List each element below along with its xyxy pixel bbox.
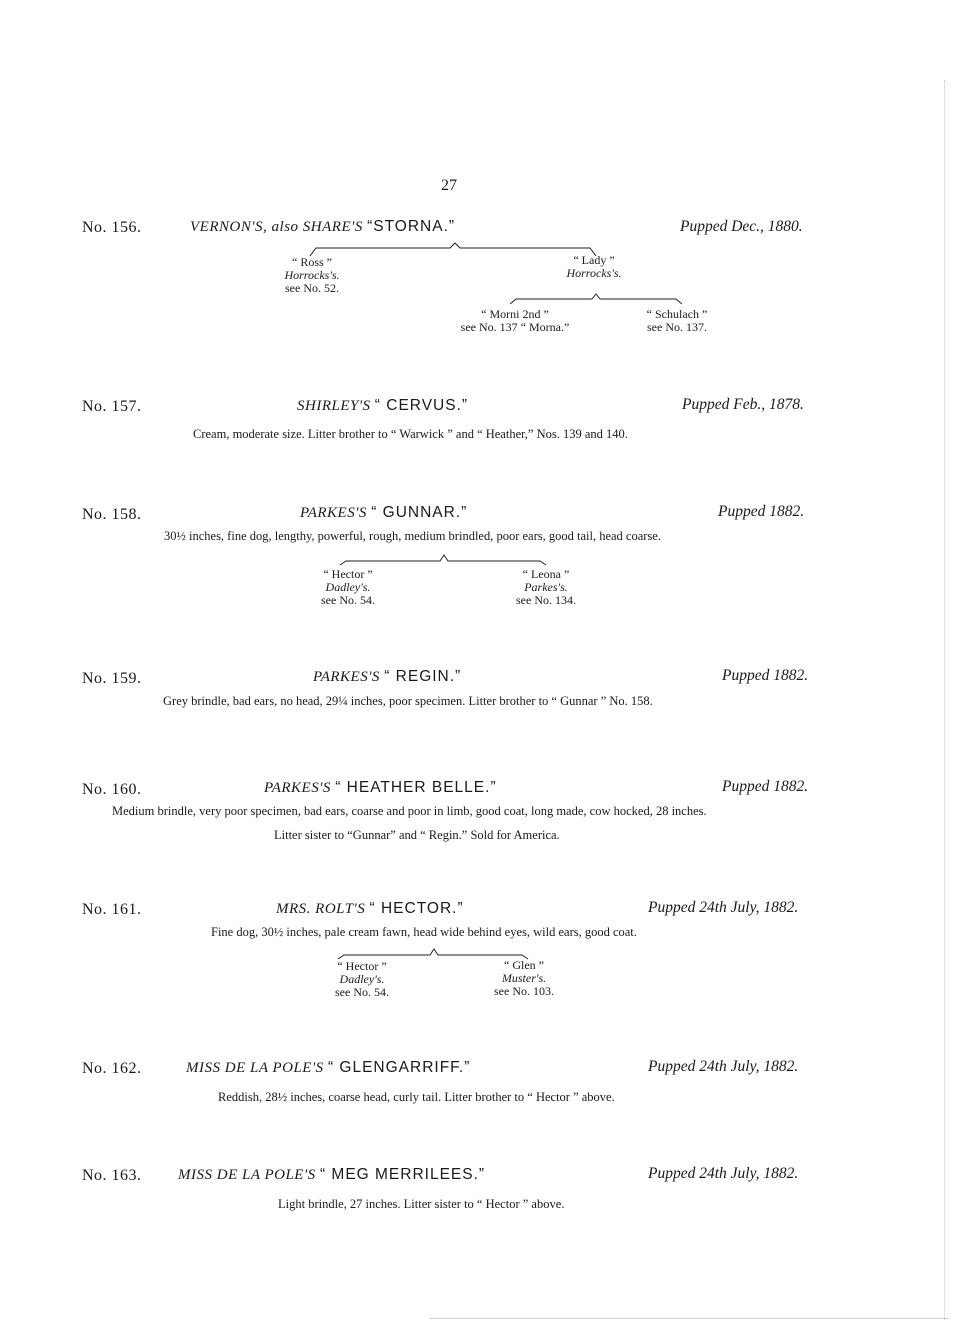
pedigree-dam-sire [440, 308, 590, 334]
description: Fine dog, 30½ inches, pale cream fawn, head wide behind eyes, wild ears, good coat. [211, 925, 637, 939]
sire-kennel: Dadley's. [339, 972, 385, 986]
sire-ref: see No. 54. [335, 985, 389, 999]
page-edge-scan-artifact [944, 80, 959, 1320]
entry-number: No. 163. [82, 1167, 142, 1184]
owner: PARKES'S [313, 669, 380, 685]
entry-owner-name [313, 668, 461, 686]
dog-name: “ GUNNAR.” [371, 504, 468, 521]
description: Cream, moderate size. Litter brother to “ Warwick ” and “ Heather,” Nos. 139 and 140. [193, 427, 628, 441]
pupped-date: Pupped Feb., 1878. [682, 396, 804, 413]
entry-owner-name [300, 504, 467, 522]
description: Grey brindle, bad ears, no head, 29¼ inches, poor specimen. Litter brother to “ Gunnar ” No. 158. [163, 694, 653, 708]
dog-name: “ GLENGARRIFF.” [327, 1059, 471, 1076]
entry-owner-name [190, 218, 455, 236]
dam-ref: see No. 103. [494, 984, 554, 998]
description: Light brindle, 27 inches. Litter sister to “ Hector ” above. [278, 1197, 565, 1211]
pedigree-bracket [338, 552, 550, 566]
dam-kennel: Muster's. [501, 971, 547, 985]
owner: MRS. ROLT'S [276, 901, 366, 917]
entry-number: No. 161. [82, 901, 142, 918]
dam-ref: see No. 134. [516, 593, 576, 607]
entry-owner-name [297, 397, 468, 415]
entry-owner-name [186, 1059, 470, 1077]
entry-number: No. 162. [82, 1060, 142, 1077]
sire-name: “ Hector ” [337, 959, 387, 973]
pupped-date: Pupped 24th July, 1882. [648, 1058, 799, 1075]
dog-name: “ REGIN.” [384, 668, 462, 685]
pupped-date: Pupped Dec., 1880. [680, 218, 803, 235]
bottom-rule [430, 1318, 950, 1319]
owner: PARKES'S [300, 505, 367, 521]
entry-number: No. 158. [82, 506, 142, 523]
pedigree-sire [272, 256, 352, 295]
dam-dam-ref: see No. 137. [647, 320, 707, 334]
entry-owner-name [276, 900, 464, 918]
dog-name: “ HECTOR.” [369, 900, 464, 917]
dog-name: “STORNA.” [367, 218, 456, 235]
dam-dam-name: “ Schulach ” [646, 307, 708, 321]
pedigree-dam-dam [632, 308, 722, 334]
dam-sire-name: “ Morni 2nd ” [481, 307, 549, 321]
pupped-date: Pupped 1882. [722, 667, 809, 684]
pedigree-sire [322, 960, 402, 999]
sire-name: “ Hector ” [323, 567, 373, 581]
entry-owner-name [178, 1166, 485, 1184]
dam-sire-ref: see No. 137 “ Morna.” [460, 320, 570, 334]
description: Reddish, 28½ inches, coarse head, curly tail. Litter brother to “ Hector ” above. [218, 1090, 615, 1104]
dog-name: “ CERVUS.” [374, 397, 469, 414]
description-continued: Litter sister to “Gunnar” and “ Regin.” Sold for America. [274, 828, 560, 842]
pedigree-dam [484, 959, 564, 998]
pedigree-dam [556, 254, 632, 280]
page-number: 27 [441, 177, 457, 194]
dam-kennel: Parkes's. [524, 580, 568, 594]
entry-number: No. 156. [82, 219, 142, 236]
owner: VERNON'S, also SHARE'S [190, 219, 363, 235]
pupped-date: Pupped 1882. [722, 778, 809, 795]
pupped-date: Pupped 1882. [718, 503, 805, 520]
entry-number: No. 157. [82, 398, 142, 415]
description: 30½ inches, fine dog, lengthy, powerful, rough, medium brindled, poor ears, good tail, head coarse. [164, 529, 661, 543]
dam-kennel: Horrocks's. [566, 266, 622, 280]
dog-name: “ HEATHER BELLE.” [335, 779, 497, 796]
owner: SHIRLEY'S [297, 398, 371, 414]
dam-name: “ Lady ” [573, 253, 615, 267]
owner: MISS DE LA POLE'S [186, 1060, 324, 1076]
pedigree-bracket [308, 243, 598, 257]
sire-name: “ Ross ” [292, 255, 332, 269]
entry-number: No. 159. [82, 670, 142, 687]
description: Medium brindle, very poor specimen, bad ears, coarse and poor in limb, good coat, long made, cow hocked, 28 inches. [112, 804, 707, 818]
sire-kennel: Dadley's. [325, 580, 371, 594]
sire-kennel: Horrocks's. [284, 268, 340, 282]
sire-ref: see No. 54. [321, 593, 375, 607]
pedigree-bracket [508, 291, 684, 305]
pupped-date: Pupped 24th July, 1882. [648, 1165, 799, 1182]
owner: PARKES'S [264, 780, 331, 796]
pedigree-dam [506, 568, 586, 607]
owner: MISS DE LA POLE'S [178, 1167, 316, 1183]
dam-name: “ Leona ” [522, 567, 570, 581]
pedigree-bracket [336, 946, 532, 960]
entry-owner-name [264, 779, 497, 797]
pupped-date: Pupped 24th July, 1882. [648, 899, 799, 916]
sire-ref: see No. 52. [285, 281, 339, 295]
entry-number: No. 160. [82, 781, 142, 798]
dam-name: “ Glen ” [504, 958, 544, 972]
pedigree-sire [308, 568, 388, 607]
dog-name: “ MEG MERRILEES.” [319, 1166, 486, 1183]
